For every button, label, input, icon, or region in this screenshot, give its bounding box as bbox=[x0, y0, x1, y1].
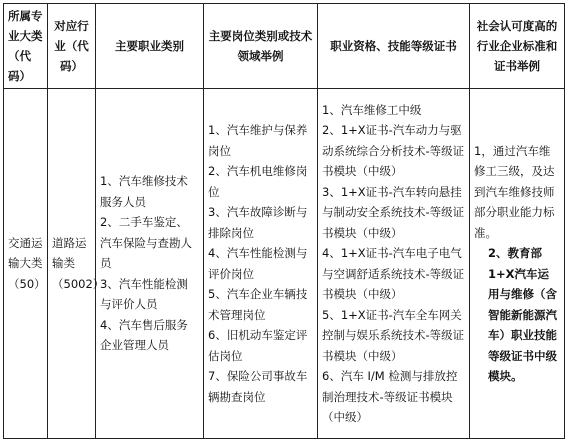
cell-major-category: 交通运输大类（50） bbox=[4, 89, 48, 439]
header-positions: 主要岗位类别或技术领域举例 bbox=[204, 4, 318, 89]
table-header-row bbox=[4, 4, 565, 89]
header-major-category: 所属专业大类（代码） bbox=[4, 4, 48, 89]
cell-certificates bbox=[318, 89, 470, 439]
header-industry: 对应行业（代码） bbox=[48, 4, 96, 89]
cell-positions bbox=[204, 89, 318, 439]
occupation-item: 3、汽车性能检测与评价人员 bbox=[100, 276, 188, 312]
position-item: 6、旧机动车鉴定评估岗位 bbox=[208, 328, 308, 363]
position-item: 1、汽车维护与保养岗位 bbox=[208, 123, 308, 158]
curriculum-table-container bbox=[3, 3, 564, 439]
certificate-item: 5、1+X证书-汽车全车网关控制与娱乐系统技术-等级证书模块（中级） bbox=[322, 307, 465, 363]
position-item: 5、汽车企业车辆技术管理岗位 bbox=[208, 287, 308, 322]
certificate-item: 3、1+X证书-汽车转向悬挂与制动安全系统技术-等级证书模块（中级） bbox=[322, 184, 465, 240]
cell-industry: 道路运输类（5002） bbox=[48, 89, 96, 439]
position-item: 3、汽车故障诊断与排除岗位 bbox=[208, 205, 308, 240]
certificate-item: 6、汽车 I/M 检测与排放控制治理技术-等级证书模块（中级） bbox=[322, 369, 458, 424]
cell-occupations bbox=[96, 89, 204, 439]
certificate-item: 4、1+X证书-汽车电子电气与空调舒适系统技术-等级证书模块（中级） bbox=[322, 246, 465, 301]
occupation-mapping-table bbox=[3, 3, 565, 439]
standard-item: 2、教育部1+X汽车运用与维修（含智能新能源汽车）职业技能等级证书中级模块。 bbox=[488, 246, 557, 383]
table-row bbox=[4, 89, 565, 439]
cell-standards bbox=[470, 89, 565, 439]
header-certificates: 职业资格、技能等级证书 bbox=[318, 4, 470, 89]
certificate-item: 2、1+X证书-汽车动力与驱动系统综合分析技术-等级证书模块（中级） bbox=[322, 123, 465, 178]
position-item: 7、保险公司事故车辆勘查岗位 bbox=[208, 369, 308, 404]
header-standards: 社会认可度高的行业企业标准和证书举例 bbox=[470, 4, 565, 89]
standard-item: 1，通过汽车维修工三级，及达到汽车维修技师部分职业能力标准。 bbox=[474, 143, 555, 240]
certificate-item: 1、汽车维修工中级 bbox=[322, 102, 422, 117]
position-item: 2、汽车机电维修岗位 bbox=[208, 164, 308, 199]
occupation-item: 4、汽车售后服务企业管理人员 bbox=[100, 317, 188, 353]
occupation-item: 2、二手车鉴定、汽车保险与查勘人员 bbox=[100, 215, 192, 271]
occupation-item: 1、汽车维修技术服务人员 bbox=[100, 174, 188, 209]
header-occupations: 主要职业类别 bbox=[96, 4, 204, 89]
position-item: 4、汽车性能检测与评价岗位 bbox=[208, 246, 308, 281]
